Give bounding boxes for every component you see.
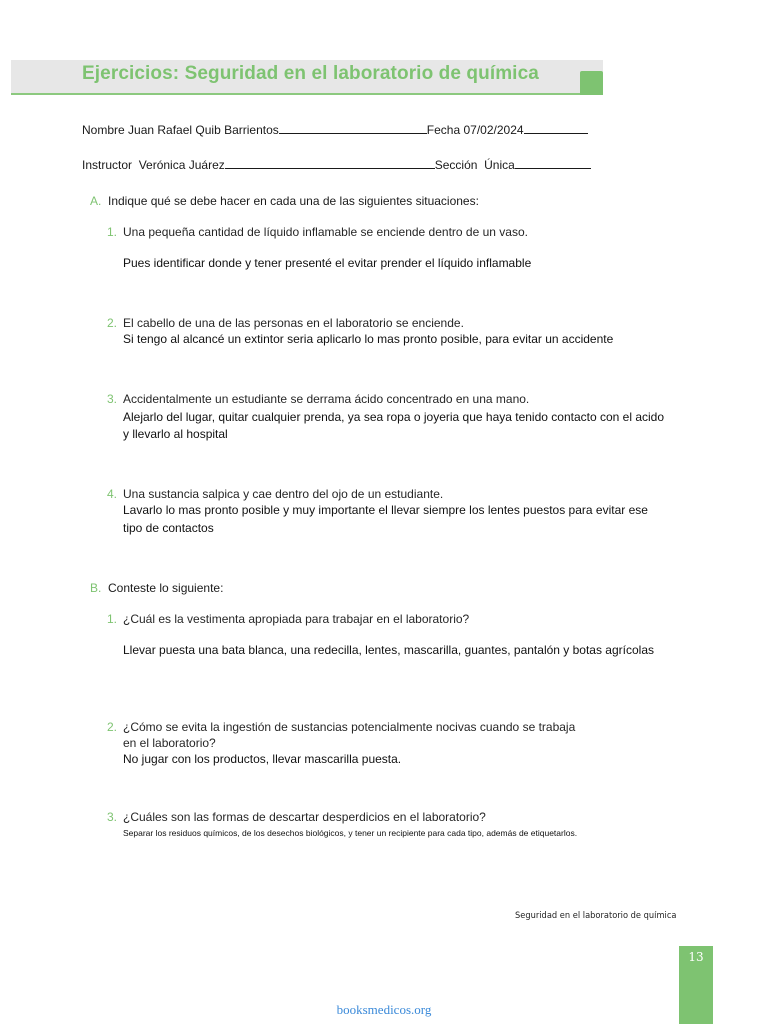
b2-question-line-1: ¿Cómo se evita la ingestión de sustancias potencialmente nocivas cuando se trabaja [123,720,576,734]
section-b-heading: Conteste lo siguiente: [108,581,224,595]
section-a-letter: A. [90,194,102,208]
instructor-blank-line [225,156,435,169]
instructor-value[interactable]: Verónica Juárez [138,158,225,172]
b2-question-line-2: en el laboratorio? [123,736,216,750]
section-b-letter: B. [90,581,102,595]
section-a-heading: Indique qué se debe hacer en cada una de las siguientes situaciones: [108,194,479,208]
b3-answer: Separar los residuos químicos, de los desechos biológicos, y tener un recipiente para cada tipo, además de etiquetarlos. [123,828,578,838]
a3-question: Accidentalmente un estudiante se derrama ácido concentrado en una mano. [123,392,530,406]
a2-number: 2. [107,316,118,330]
nombre-value[interactable]: Juan Rafael Quib Barrientos [128,123,279,137]
b2-answer: No jugar con los productos, llevar mascarilla puesta. [123,752,402,766]
b3-question: ¿Cuáles son las formas de descartar desperdicios en el laboratorio? [123,810,486,824]
running-footer-title: Seguridad en el laboratorio de química [515,911,677,921]
b1-answer: Llevar puesta una bata blanca, una redecilla, lentes, mascarilla, guantes, pantalón y botas agrícolas [123,643,654,657]
a1-number: 1. [107,225,118,239]
a4-answer-line-1: Lavarlo lo mas pronto posible y muy importante el llevar siempre los lentes puestos para evitar ese [123,503,648,517]
fecha-blank-line [524,121,588,134]
a1-answer: Pues identificar donde y tener presenté el evitar prender el líquido inflamable [123,256,532,270]
instructor-label: Instructor [82,158,133,172]
nombre-blank-line [279,121,427,134]
page-title: Ejercicios: Seguridad en el laboratorio de química [82,63,539,84]
site-watermark-link[interactable]: booksmedicos.org [336,1002,432,1017]
b3-number: 3. [107,810,118,824]
title-tab-marker [580,71,603,95]
page-number: 13 [688,950,704,964]
a3-answer-line-2: y llevarlo al hospital [123,427,228,441]
form-row-instructor-section [82,156,591,172]
b1-question: ¿Cuál es la vestimenta apropiada para trabajar en el laboratorio? [123,612,470,626]
seccion-blank-line [515,156,591,169]
a2-question: El cabello de una de las personas en el laboratorio se enciende. [123,316,464,330]
a1-question: Una pequeña cantidad de líquido inflamable se enciende dentro de un vaso. [123,225,528,239]
a4-number: 4. [107,487,118,501]
b1-number: 1. [107,612,118,626]
seccion-value[interactable]: Única [484,158,515,172]
b2-number: 2. [107,720,118,734]
nombre-label: Nombre [82,123,125,137]
a2-answer: Si tengo al alcancé un extintor seria aplicarlo lo mas pronto posible, para evitar un accidente [123,332,614,346]
a3-answer-line-1: Alejarlo del lugar, quitar cualquier prenda, ya sea ropa o joyeria que haya tenido contacto con el acido [123,410,665,424]
seccion-label: Sección [434,158,478,172]
a3-number: 3. [107,392,118,406]
a4-question: Una sustancia salpica y cae dentro del ojo de un estudiante. [123,487,444,501]
a4-answer-line-2: tipo de contactos [123,521,214,535]
fecha-label: Fecha [426,123,461,137]
form-row-name-date [82,121,588,137]
fecha-value[interactable]: 07/02/2024 [463,123,524,137]
